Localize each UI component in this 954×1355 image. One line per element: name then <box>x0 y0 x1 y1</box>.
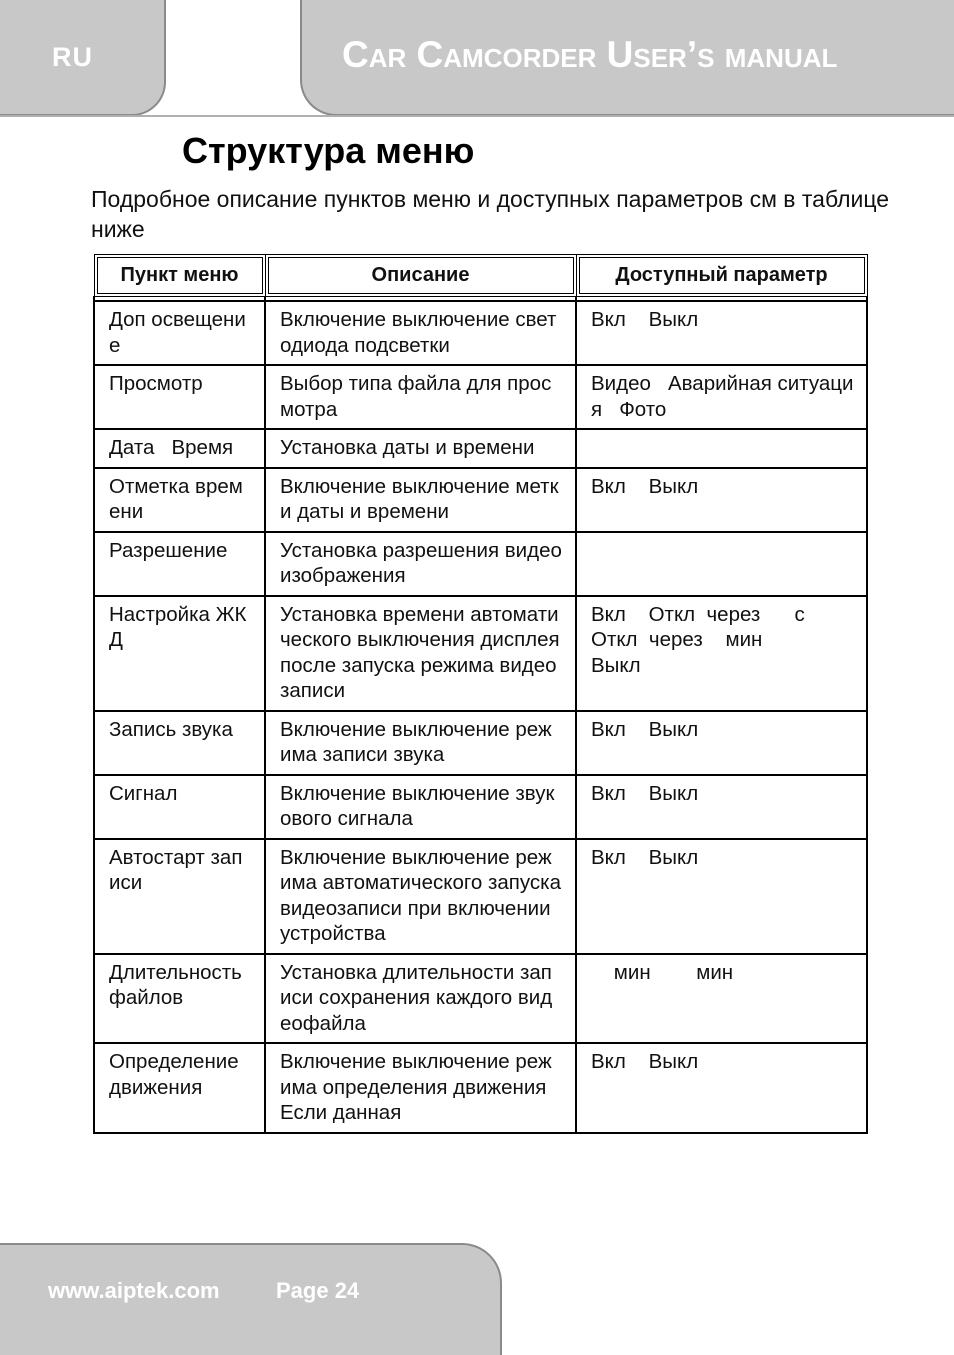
header-divider <box>0 115 954 117</box>
cell-menu-item: Отметка времени <box>94 468 265 532</box>
page-title: Структура меню <box>182 130 475 171</box>
table-row <box>94 711 867 775</box>
header-menu-item: Пункт меню <box>94 255 265 297</box>
table-row <box>94 775 867 839</box>
cell-description: Включение выключение режима автоматического запуска видеозаписи при включении устройства <box>265 839 576 954</box>
table-header-row <box>94 255 867 297</box>
cell-parameter: Вкл Выкл <box>576 468 867 532</box>
cell-menu-item: Определение движения <box>94 1043 265 1133</box>
table-body <box>94 297 867 1133</box>
menu-structure-table <box>93 254 868 1134</box>
table-row <box>94 1043 867 1133</box>
table-row <box>94 365 867 429</box>
intro-text: Подробное описание пунктов меню и доступных параметров см в таблице ниже <box>91 186 890 242</box>
cell-parameter: Вкл Выкл <box>576 775 867 839</box>
cell-description: Установка времени автоматического выключения дисплея после запуска режима видеозаписи <box>265 596 576 711</box>
manual-title: Car Camcorder User’s manual <box>342 34 838 75</box>
cell-description: Установка даты и времени <box>265 429 576 468</box>
cell-description: Установка длительности записи сохранения каждого видеофайла <box>265 954 576 1044</box>
table-row <box>94 429 867 468</box>
website-link[interactable]: www.aiptek.com <box>48 1278 220 1303</box>
cell-parameter: Вкл Выкл <box>576 1043 867 1133</box>
table-row <box>94 954 867 1044</box>
table-row <box>94 468 867 532</box>
language-tab <box>0 0 166 116</box>
cell-description: Включение выключение режима записи звука <box>265 711 576 775</box>
cell-description: Выбор типа файла для просмотра <box>265 365 576 429</box>
cell-parameter: мин мин <box>576 954 867 1044</box>
header-parameter: Доступный параметр <box>576 255 867 297</box>
cell-parameter: Вкл Откл через с Откл через мин Выкл <box>576 596 867 711</box>
cell-parameter: Вкл Выкл <box>576 839 867 954</box>
cell-parameter: Видео Аварийная ситуация Фото <box>576 365 867 429</box>
table-row <box>94 301 867 365</box>
cell-description: Включение выключение режима определения движения Если данная <box>265 1043 576 1133</box>
cell-description: Включение выключение метки даты и времени <box>265 468 576 532</box>
header-banner <box>300 0 954 116</box>
cell-parameter <box>576 429 867 468</box>
cell-menu-item: Дата Время <box>94 429 265 468</box>
cell-description: Установка разрешения видеоизображения <box>265 532 576 596</box>
cell-menu-item: Длительность файлов <box>94 954 265 1044</box>
cell-menu-item: Разрешение <box>94 532 265 596</box>
cell-parameter: Вкл Выкл <box>576 301 867 365</box>
cell-menu-item: Автостарт записи <box>94 839 265 954</box>
cell-description: Включение выключение звукового сигнала <box>265 775 576 839</box>
cell-parameter: Вкл Выкл <box>576 711 867 775</box>
page-number: Page 24 <box>276 1278 360 1303</box>
table-row <box>94 596 867 711</box>
language-label: RU <box>52 42 93 72</box>
cell-parameter <box>576 532 867 596</box>
cell-menu-item: Доп освещение <box>94 301 265 365</box>
table-row <box>94 532 867 596</box>
cell-menu-item: Сигнал <box>94 775 265 839</box>
cell-description: Включение выключение светодиода подсветки <box>265 301 576 365</box>
cell-menu-item: Запись звука <box>94 711 265 775</box>
table-row <box>94 839 867 954</box>
cell-menu-item: Просмотр <box>94 365 265 429</box>
footer-banner <box>0 1243 502 1355</box>
header-description: Описание <box>265 255 576 297</box>
cell-menu-item: Настройка ЖКД <box>94 596 265 711</box>
